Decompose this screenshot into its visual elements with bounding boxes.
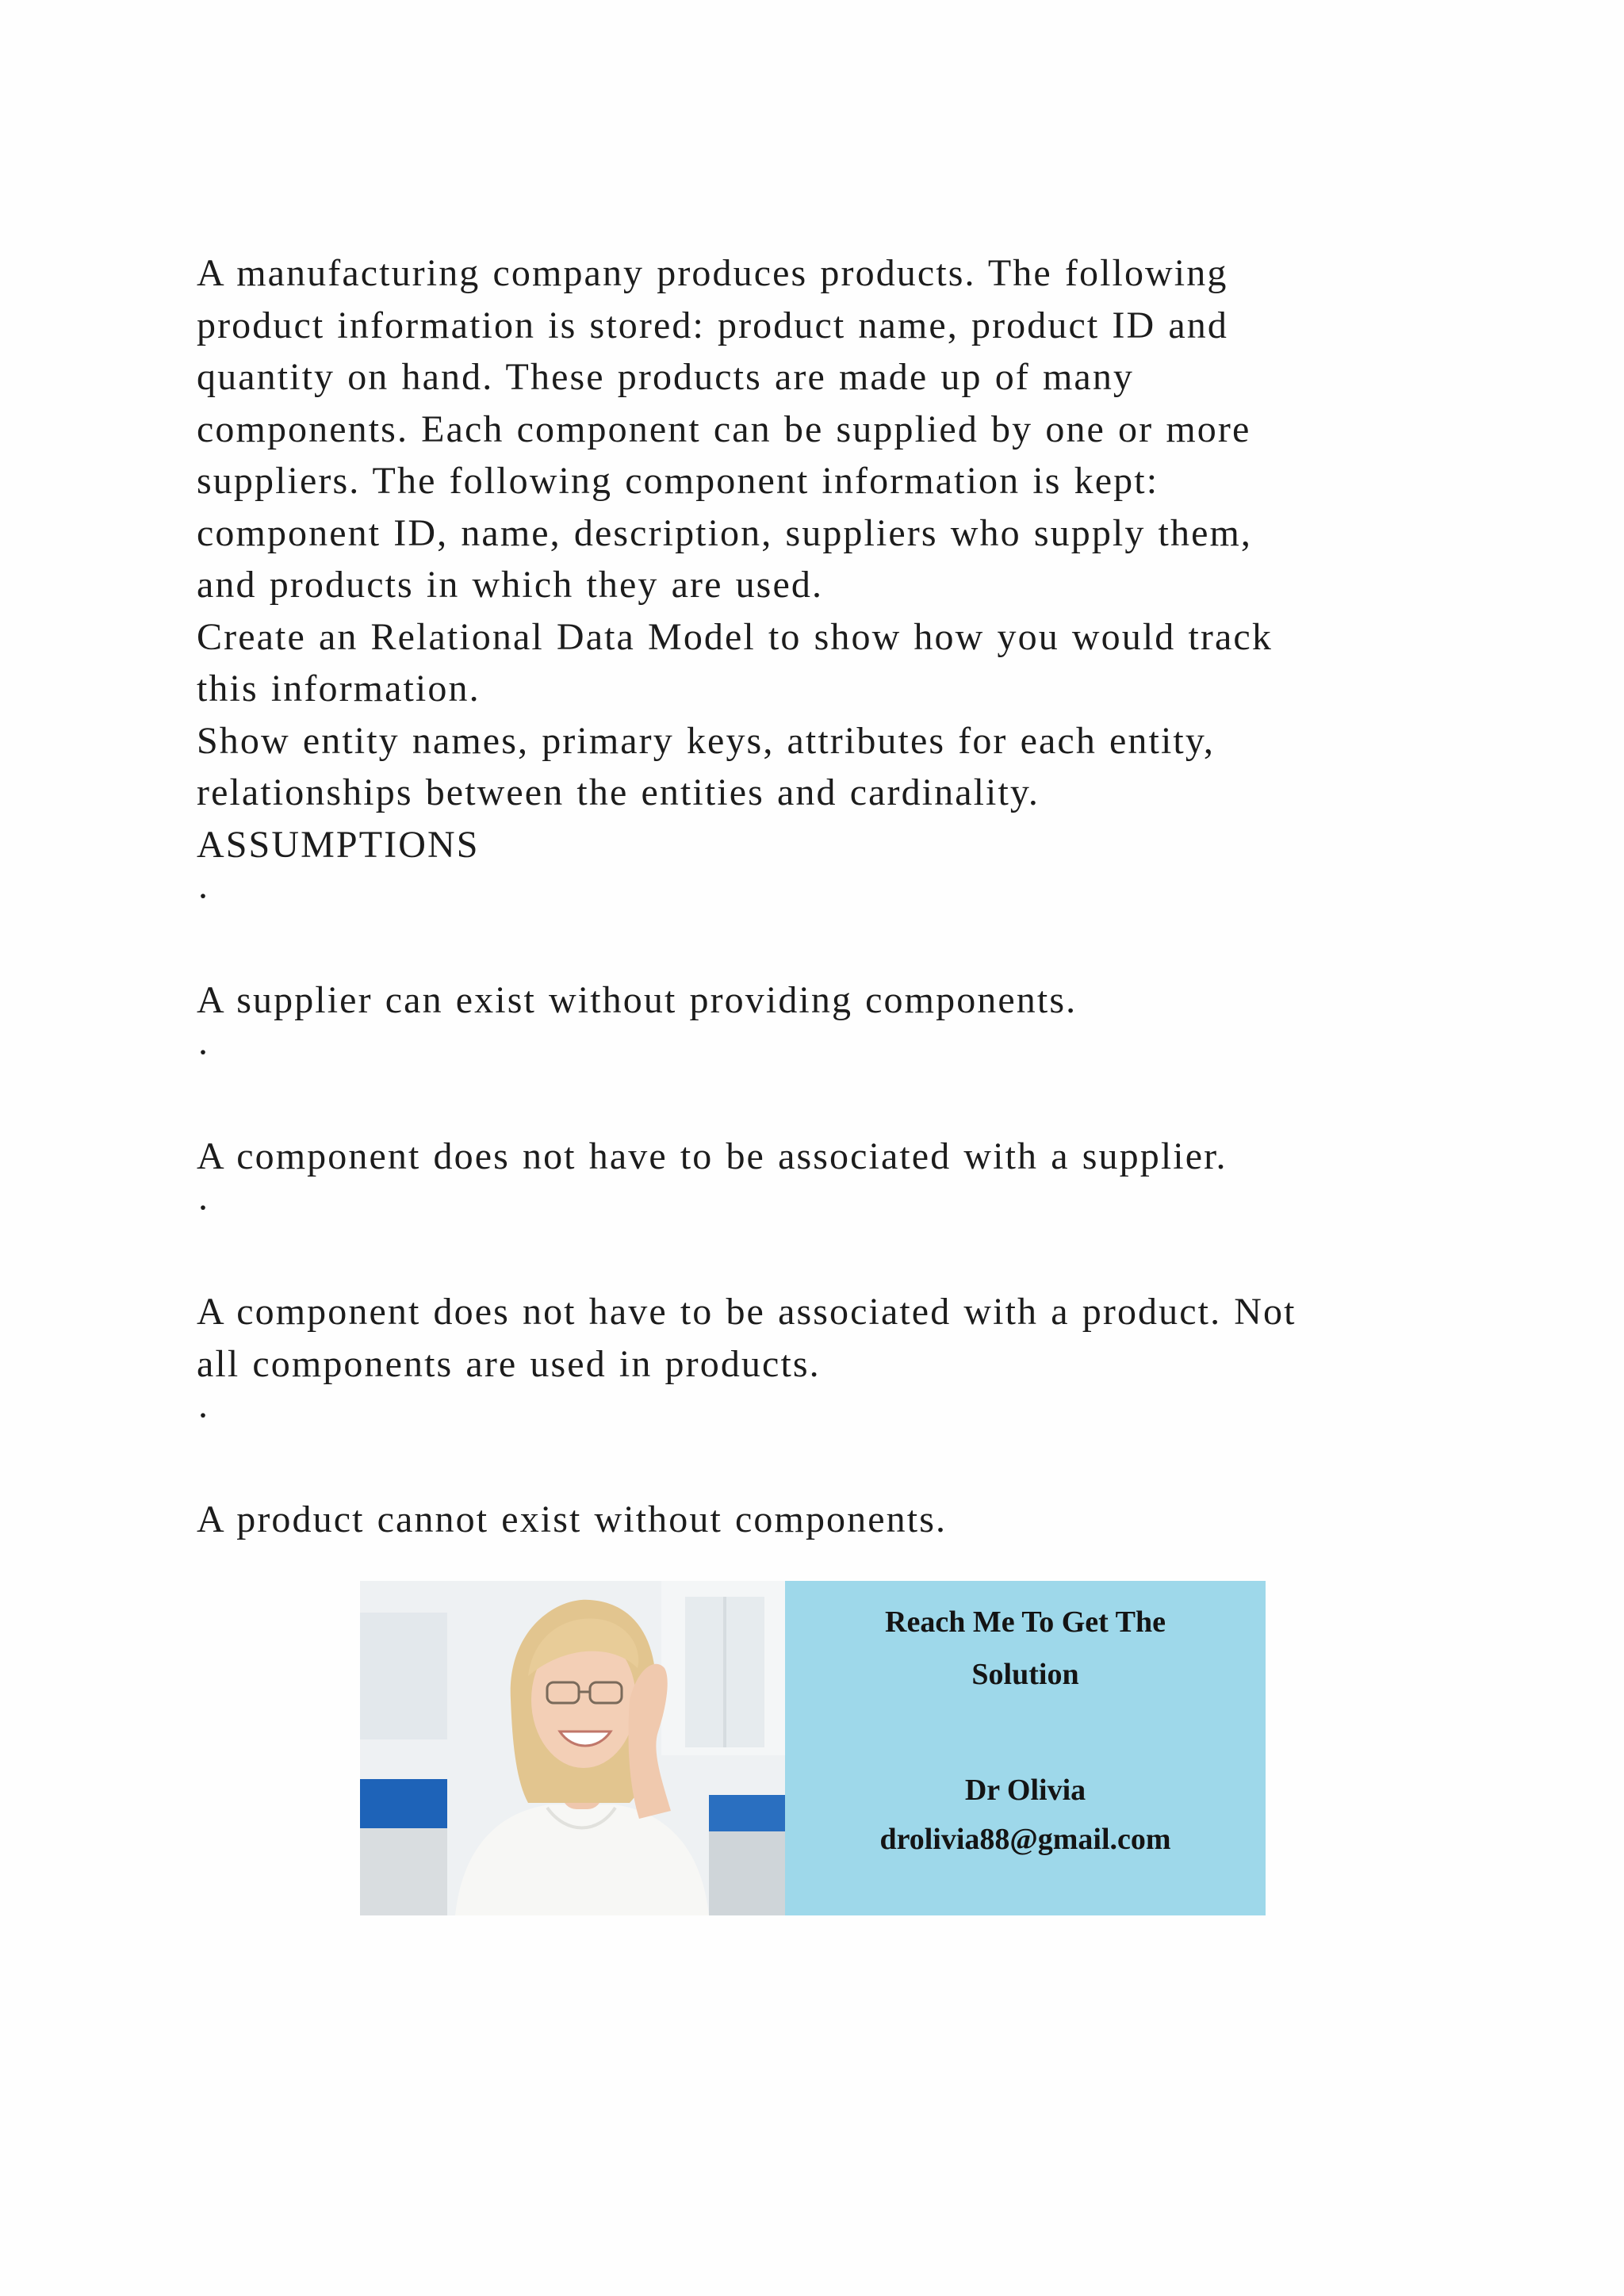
- assumption-text: A component does not have to be associated with a product. Not: [197, 1291, 1297, 1333]
- show-line: relationships between the entities and cardinality.: [197, 771, 1040, 813]
- instruction-line: Create an Relational Data Model to show how you would track: [197, 615, 1273, 658]
- assumption-text: A product cannot exist without components.: [197, 1498, 948, 1540]
- instruction-paragraph: [197, 611, 1465, 715]
- paragraph-line: component ID, name, description, suppliers who supply them,: [197, 511, 1253, 554]
- show-line: Show entity names, primary keys, attributes for each entity,: [197, 719, 1215, 762]
- contact-email[interactable]: drolivia88@gmail.com: [879, 1823, 1171, 1856]
- problem-paragraph: [197, 247, 1465, 611]
- bullet-marker: ·: [197, 875, 212, 917]
- woman-photo: [360, 1581, 785, 1915]
- assumption-text: A supplier can exist without providing components.: [197, 979, 1078, 1021]
- paragraph-line: product information is stored: product name, product ID and: [197, 304, 1228, 346]
- contact-card: [785, 1581, 1266, 1915]
- assumption-item: [197, 1182, 1465, 1390]
- assumption-item: [197, 1390, 1465, 1546]
- card-title-line-2: Solution: [971, 1658, 1079, 1691]
- assumptions-heading: ASSUMPTIONS: [197, 823, 480, 866]
- paragraph-line: A manufacturing company produces products. The following: [197, 252, 1228, 294]
- contact-name: Dr Olivia: [964, 1774, 1086, 1807]
- bullet-marker: ·: [197, 1187, 212, 1229]
- contact-banner: [360, 1581, 1266, 1915]
- document-body: [197, 247, 1465, 1546]
- paragraph-line: components. Each component can be supplied by one or more: [197, 408, 1251, 450]
- assumptions-list: [197, 871, 1465, 1546]
- show-paragraph: [197, 715, 1465, 819]
- bullet-marker: ·: [197, 1031, 212, 1073]
- assumption-item: [197, 871, 1465, 1027]
- paragraph-line: and products in which they are used.: [197, 564, 824, 606]
- paragraph-line: suppliers. The following component information is kept:: [197, 460, 1159, 502]
- instruction-line: this information.: [197, 668, 481, 710]
- woman-photo-illustration: [360, 1581, 785, 1915]
- card-title-line-1: Reach Me To Get The: [885, 1605, 1166, 1639]
- assumption-item: [197, 1027, 1465, 1183]
- assumption-text: all components are used in products.: [197, 1342, 821, 1385]
- paragraph-line: quantity on hand. These products are made up of many: [197, 356, 1135, 398]
- assumption-text: A component does not have to be associated with a supplier.: [197, 1135, 1228, 1177]
- bullet-marker: ·: [197, 1395, 212, 1437]
